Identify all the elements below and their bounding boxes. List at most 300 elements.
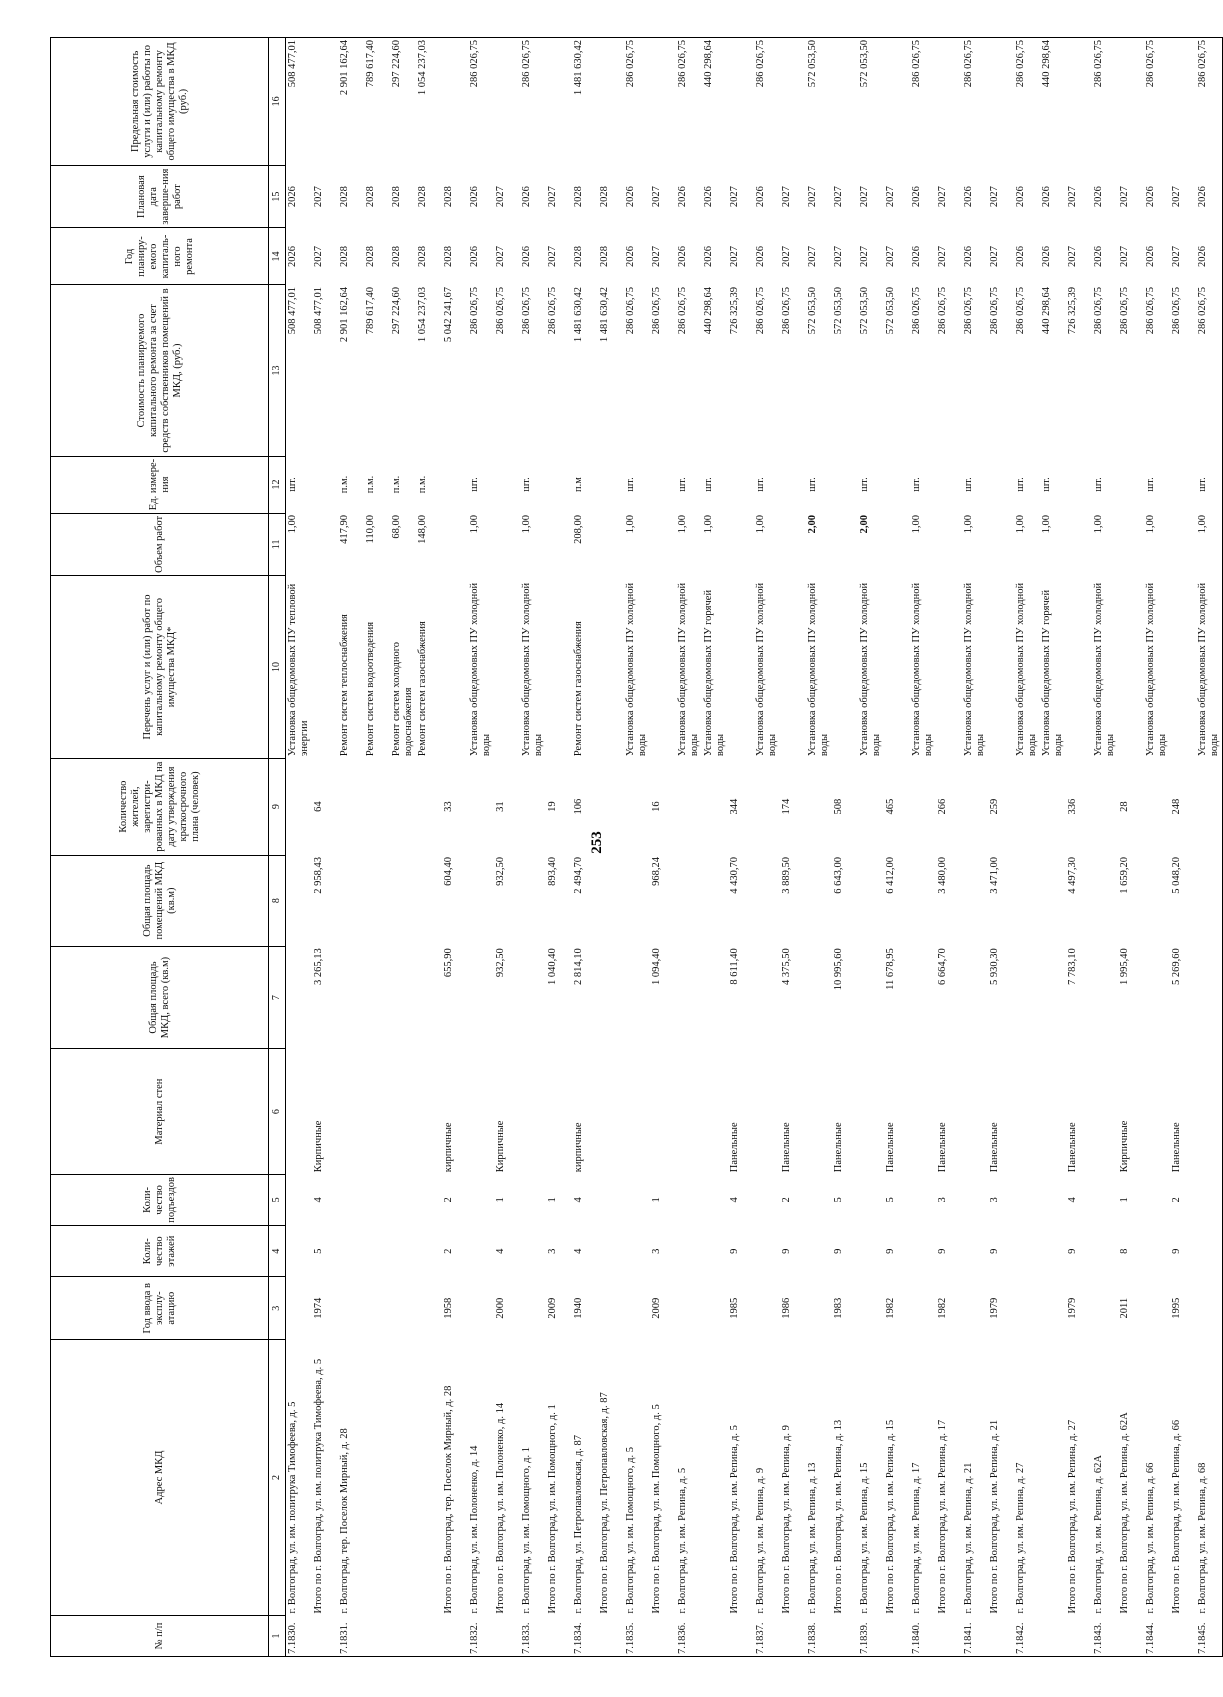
table-cell-col-5 bbox=[1144, 1174, 1170, 1225]
table-cell-col-10: Установка общедомовых ПУ холодной воды bbox=[1093, 582, 1116, 757]
table-cell-col-7: 11 678,95 bbox=[885, 948, 896, 990]
column-number-10: 10 bbox=[269, 576, 286, 758]
table-cell-col-8 bbox=[962, 855, 988, 946]
table-cell-col-15: 2028 bbox=[391, 186, 402, 208]
table-cell-col-6 bbox=[1040, 1049, 1066, 1174]
table-cell-col-2 bbox=[390, 1340, 416, 1616]
table-cell-col-9 bbox=[962, 758, 988, 855]
table-cell-col-8 bbox=[754, 855, 780, 946]
column-header-9: Количество жителей, зарегистри-рованных в МКД на дату утверждения краткосрочного плана (человек) bbox=[51, 758, 269, 855]
table-cell-col-12: шт. bbox=[1145, 477, 1156, 492]
table-cell-col-8: 4 497,30 bbox=[1067, 857, 1078, 894]
table-cell-col-3 bbox=[520, 1277, 546, 1340]
table-cell-col-3 bbox=[702, 1277, 728, 1340]
table-cell-col-16: 572 053,50 bbox=[858, 38, 884, 166]
table-cell-col-12: шт. bbox=[469, 477, 480, 492]
table-cell-col-8: 604,40 bbox=[443, 857, 454, 886]
table-cell-col-3 bbox=[286, 1277, 313, 1340]
table-cell-col-4 bbox=[364, 1226, 390, 1277]
table-cell-col-6: Панельные bbox=[1067, 1122, 1078, 1173]
table-cell-col-12 bbox=[1066, 456, 1092, 513]
table-row bbox=[962, 38, 988, 1657]
table-cell-col-1 bbox=[832, 1615, 858, 1656]
table-cell-col-11 bbox=[1170, 513, 1196, 576]
table-cell-col-6 bbox=[702, 1049, 728, 1174]
table-cell-col-3: 1985 bbox=[729, 1297, 740, 1319]
table-cell-col-5: 2 bbox=[1171, 1197, 1182, 1203]
table-cell-col-1: 7.1841. bbox=[962, 1615, 988, 1656]
table-cell-col-7 bbox=[468, 946, 494, 1049]
table-cell-col-13: 1 481 630,42 bbox=[599, 287, 610, 343]
table-cell-col-5: 5 bbox=[833, 1197, 844, 1203]
table-cell-col-5 bbox=[910, 1174, 936, 1225]
table-cell-col-4 bbox=[468, 1226, 494, 1277]
table-cell-col-11 bbox=[832, 513, 858, 576]
table-cell-col-3: 1995 bbox=[1171, 1297, 1182, 1319]
table-cell-col-5: 4 bbox=[573, 1197, 584, 1203]
table-cell-col-2: г. Волгоград, ул. им. Помощного, д. 1 bbox=[521, 1446, 532, 1614]
table-cell-col-14: 2027 bbox=[989, 246, 1000, 267]
table-cell-col-3 bbox=[676, 1277, 702, 1340]
table-cell-col-15: 2028 bbox=[573, 186, 584, 208]
table-cell-col-8 bbox=[1040, 855, 1066, 946]
table-cell-col-16: 286 026,75 bbox=[1196, 38, 1223, 166]
table-cell-col-11: 2,00 bbox=[807, 515, 818, 534]
table-row bbox=[1144, 38, 1170, 1657]
table-cell-col-9 bbox=[390, 758, 416, 855]
table-cell-col-16: 572 053,50 bbox=[806, 38, 832, 166]
table-cell-col-10 bbox=[1118, 576, 1144, 758]
table-cell-col-7 bbox=[702, 946, 728, 1049]
table-cell-col-5: 2 bbox=[443, 1197, 454, 1203]
table-cell-col-1: 7.1836. bbox=[676, 1615, 702, 1656]
table-cell-col-15: 2027 bbox=[495, 186, 506, 208]
table-cell-col-16: 2 901 162,64 bbox=[338, 38, 364, 166]
table-cell-col-14: 2026 bbox=[1196, 228, 1223, 285]
table-cell-col-4: 9 bbox=[885, 1248, 896, 1254]
table-cell-col-16 bbox=[494, 38, 520, 166]
table-cell-col-16: 286 026,75 bbox=[1144, 38, 1170, 166]
table-cell-col-12: шт. bbox=[1015, 477, 1026, 492]
table-cell-col-2: г. Волгоград, ул. им. Репина, д. 66 bbox=[1145, 1462, 1156, 1614]
table-cell-col-1 bbox=[728, 1615, 754, 1656]
table-cell-col-16 bbox=[780, 38, 806, 166]
table-cell-col-3: 2000 bbox=[495, 1297, 506, 1319]
table-cell-col-6 bbox=[676, 1049, 702, 1174]
table-cell-col-14: 2028 bbox=[443, 246, 454, 267]
table-cell-col-10: Установка общедомовых ПУ горячей воды bbox=[703, 589, 726, 757]
column-header-6: Материал стен bbox=[51, 1049, 269, 1174]
table-cell-col-2: г. Волгоград, ул. им. политрука Тимофеева, д. 5 bbox=[287, 1401, 298, 1614]
table-cell-col-1 bbox=[364, 1615, 390, 1656]
table-cell-col-12 bbox=[312, 456, 338, 513]
column-number-16: 16 bbox=[269, 38, 286, 166]
table-cell-col-2: Итого по г. Волгоград, ул. Петропавловская, д. 87 bbox=[599, 1392, 610, 1614]
table-cell-col-3: 1979 bbox=[989, 1297, 1000, 1319]
table-cell-col-16: 440 298,64 bbox=[702, 38, 728, 166]
table-cell-col-6: кирпичные bbox=[443, 1122, 454, 1173]
table-cell-col-3 bbox=[1040, 1277, 1066, 1340]
table-row bbox=[1196, 38, 1223, 1657]
table-cell-col-12: шт. bbox=[521, 477, 532, 492]
table-cell-col-3: 1982 bbox=[937, 1297, 948, 1319]
table-cell-col-14: 2027 bbox=[833, 246, 844, 267]
table-cell-col-11: 1,00 bbox=[911, 515, 922, 534]
table-cell-col-5: 1 bbox=[651, 1197, 662, 1203]
table-cell-col-4: 9 bbox=[1067, 1248, 1078, 1254]
table-cell-col-10 bbox=[832, 576, 858, 758]
table-cell-col-1 bbox=[416, 1615, 442, 1656]
table-cell-col-11: 1,00 bbox=[755, 515, 766, 534]
table-cell-col-15: 2026 bbox=[1093, 186, 1104, 208]
table-cell-col-10: Установка общедомовых ПУ холодной воды bbox=[677, 582, 700, 757]
table-cell-col-14: 2026 bbox=[521, 246, 532, 267]
table-cell-col-5 bbox=[520, 1174, 546, 1225]
table-cell-col-5 bbox=[702, 1174, 728, 1225]
table-cell-col-12: шт. bbox=[625, 477, 636, 492]
table-cell-col-1 bbox=[390, 1615, 416, 1656]
table-cell-col-8 bbox=[390, 855, 416, 946]
table-cell-col-6 bbox=[624, 1049, 650, 1174]
table-cell-col-11: 1,00 bbox=[625, 515, 636, 534]
table-cell-col-13: 286 026,75 bbox=[1119, 287, 1130, 335]
table-cell-col-7: 10 995,60 bbox=[833, 948, 844, 991]
table-cell-col-9: 266 bbox=[937, 798, 948, 815]
table-cell-col-9: 174 bbox=[781, 798, 792, 815]
table-cell-col-12 bbox=[650, 456, 676, 513]
table-cell-col-2: Итого по г. Волгоград, ул. им. Репина, д. 13 bbox=[833, 1419, 844, 1614]
table-cell-col-8: 3 471,00 bbox=[989, 857, 1000, 894]
table-cell-col-2: г. Волгоград, ул. им. Репина, д. 68 bbox=[1196, 1340, 1223, 1616]
table-cell-col-12 bbox=[884, 456, 910, 513]
table-cell-col-8 bbox=[520, 855, 546, 946]
table-cell-col-13: 5 042 241,67 bbox=[443, 287, 454, 343]
table-cell-col-10: Установка общедомовых ПУ тепловой энергии bbox=[287, 583, 310, 757]
table-cell-col-3: 2011 bbox=[1119, 1297, 1130, 1319]
table-cell-col-1: 7.1835. bbox=[624, 1615, 650, 1656]
table-cell-col-10: Установка общедомовых ПУ холодной воды bbox=[859, 582, 882, 757]
table-cell-col-5 bbox=[416, 1174, 442, 1225]
table-cell-col-12: п.м. bbox=[391, 475, 402, 494]
table-cell-col-6: Панельные bbox=[885, 1122, 896, 1173]
table-cell-col-8 bbox=[1196, 855, 1223, 946]
table-cell-col-15: 2026 bbox=[677, 186, 688, 208]
table-cell-col-15: 2026 bbox=[1196, 165, 1223, 228]
table-cell-col-16: 286 026,75 bbox=[520, 38, 546, 166]
table-cell-col-11 bbox=[936, 513, 962, 576]
table-cell-col-2: г. Волгоград, тер. Поселок Мирный, д. 28 bbox=[339, 1428, 350, 1614]
table-cell-col-6 bbox=[416, 1049, 442, 1174]
table-cell-col-16: 297 224,60 bbox=[390, 38, 416, 166]
table-cell-col-5 bbox=[468, 1174, 494, 1225]
table-cell-col-1 bbox=[546, 1615, 572, 1656]
table-cell-col-16: 286 026,75 bbox=[676, 38, 702, 166]
table-cell-col-6 bbox=[338, 1049, 364, 1174]
table-cell-col-4 bbox=[1144, 1226, 1170, 1277]
table-cell-col-1: 7.1834. bbox=[572, 1615, 598, 1656]
table-cell-col-6 bbox=[390, 1049, 416, 1174]
table-cell-col-4: 9 bbox=[781, 1248, 792, 1254]
table-cell-col-7: 1 094,40 bbox=[651, 948, 662, 985]
table-cell-col-15: 2026 bbox=[703, 186, 714, 208]
table-cell-col-4 bbox=[806, 1226, 832, 1277]
column-number-3: 3 bbox=[269, 1277, 286, 1340]
table-cell-col-16 bbox=[936, 38, 962, 166]
table-cell-col-15: 2026 bbox=[287, 186, 298, 208]
table-cell-col-11: 1,00 bbox=[703, 515, 714, 534]
column-number-7: 7 bbox=[269, 946, 286, 1049]
table-cell-col-5 bbox=[1196, 1174, 1223, 1225]
table-cell-col-2: г. Волгоград, ул. им. Помощного, д. 5 bbox=[625, 1446, 636, 1614]
column-number-14: 14 bbox=[269, 228, 286, 285]
table-cell-col-6: кирпичные bbox=[573, 1122, 584, 1173]
table-cell-col-15: 2028 bbox=[599, 186, 610, 208]
table-cell-col-15: 2028 bbox=[443, 186, 454, 208]
table-cell-col-6 bbox=[364, 1049, 390, 1174]
table-cell-col-4 bbox=[1092, 1226, 1118, 1277]
table-cell-col-5: 3 bbox=[989, 1197, 1000, 1203]
table-cell-col-11: 2,00 bbox=[859, 515, 870, 534]
table-cell-col-4 bbox=[1040, 1226, 1066, 1277]
table-cell-col-7 bbox=[1092, 946, 1118, 1049]
table-cell-col-7: 932,50 bbox=[495, 948, 506, 978]
table-cell-col-2: г. Волгоград, ул. им. Репина, д. 5 bbox=[677, 1467, 688, 1614]
table-cell-col-1 bbox=[494, 1615, 520, 1656]
table-cell-col-7 bbox=[1144, 946, 1170, 1049]
table-cell-col-11: 417,90 bbox=[339, 515, 350, 544]
table-cell-col-9: 31 bbox=[495, 801, 506, 812]
table-row bbox=[468, 38, 494, 1657]
table-cell-col-7 bbox=[858, 946, 884, 1049]
table-cell-col-11 bbox=[728, 513, 754, 576]
page-number: 253 bbox=[588, 831, 605, 854]
table-cell-col-7: 5 930,30 bbox=[989, 948, 1000, 985]
table-cell-col-8 bbox=[702, 855, 728, 946]
table-cell-col-10: Ремонт систем газоснабжения bbox=[417, 621, 428, 757]
table-cell-col-7: 1 995,40 bbox=[1119, 948, 1130, 985]
table-cell-col-16 bbox=[598, 38, 624, 166]
table-cell-col-6 bbox=[910, 1049, 936, 1174]
table-row bbox=[910, 38, 936, 1657]
table-cell-col-15: 2026 bbox=[1015, 186, 1026, 208]
table-cell-col-6 bbox=[1014, 1049, 1040, 1174]
table-cell-col-10: Установка общедомовых ПУ холодной воды bbox=[521, 582, 544, 757]
table-cell-col-9 bbox=[1092, 758, 1118, 855]
table-cell-col-4 bbox=[1014, 1226, 1040, 1277]
table-cell-col-10 bbox=[936, 576, 962, 758]
table-cell-col-2: г. Волгоград, ул. им. Репина, д. 13 bbox=[807, 1462, 818, 1614]
table-cell-col-8 bbox=[286, 855, 313, 946]
table-cell-col-2: Итого по г. Волгоград, ул. им. Репина, д. 5 bbox=[729, 1425, 740, 1614]
table-cell-col-8 bbox=[468, 855, 494, 946]
table-cell-col-13: 2 901 162,64 bbox=[339, 287, 350, 343]
table-cell-col-6 bbox=[806, 1049, 832, 1174]
table-cell-col-3 bbox=[390, 1277, 416, 1340]
table-cell-col-12: шт. bbox=[1093, 477, 1104, 492]
table-cell-col-7 bbox=[286, 946, 313, 1049]
table-cell-col-13: 286 026,75 bbox=[911, 287, 922, 335]
table-cell-col-4: 9 bbox=[833, 1248, 844, 1254]
table-cell-col-9 bbox=[1144, 758, 1170, 855]
table-cell-col-3 bbox=[1014, 1277, 1040, 1340]
table-cell-col-13: 572 053,50 bbox=[833, 287, 844, 335]
table-cell-col-10: Установка общедомовых ПУ холодной воды bbox=[1196, 576, 1223, 758]
table-cell-col-12 bbox=[1170, 456, 1196, 513]
table-cell-col-2 bbox=[702, 1340, 728, 1616]
table-row bbox=[702, 38, 728, 1657]
table-cell-col-2: г. Волгоград, ул. им. Репина, д. 9 bbox=[755, 1467, 766, 1614]
table-cell-col-14: 2027 bbox=[859, 246, 870, 267]
table-cell-col-2: г. Волгоград, ул. им. Репина, д. 27 bbox=[1015, 1462, 1026, 1614]
table-cell-col-4 bbox=[286, 1226, 313, 1277]
table-cell-col-2 bbox=[364, 1340, 390, 1616]
table-cell-col-6: Панельные bbox=[833, 1122, 844, 1173]
table-cell-col-7 bbox=[598, 946, 624, 1049]
table-cell-col-3 bbox=[858, 1277, 884, 1340]
table-cell-col-7: 2 814,10 bbox=[573, 948, 584, 985]
table-cell-col-15: 2028 bbox=[365, 186, 376, 208]
table-cell-col-12: п.м. bbox=[417, 475, 428, 494]
table-cell-col-14: 2027 bbox=[885, 246, 896, 267]
table-cell-col-11: 1,00 bbox=[469, 515, 480, 534]
table-cell-col-15: 2028 bbox=[417, 186, 428, 208]
table-cell-col-15: 2026 bbox=[1041, 186, 1052, 208]
table-cell-col-6 bbox=[1196, 1049, 1223, 1174]
table-row bbox=[416, 38, 442, 1657]
table-cell-col-2: г. Волгоград, ул. Петропавловская, д. 87 bbox=[573, 1434, 584, 1614]
table-cell-col-1: 7.1843. bbox=[1092, 1615, 1118, 1656]
column-header-8: Общая площадь помещений МКД (кв.м) bbox=[51, 855, 269, 946]
table-cell-col-8 bbox=[598, 855, 624, 946]
column-header-2: Адрес МКД bbox=[51, 1340, 269, 1616]
table-cell-col-4 bbox=[338, 1226, 364, 1277]
table-cell-col-11: 68,00 bbox=[391, 515, 402, 539]
table-row bbox=[338, 38, 364, 1657]
table-cell-col-5: 1 bbox=[1119, 1197, 1130, 1203]
table-cell-col-7: 3 265,13 bbox=[313, 948, 324, 985]
table-cell-col-13: 572 053,50 bbox=[859, 287, 870, 335]
column-header-12: Ед. измере-ния bbox=[51, 456, 269, 513]
table-cell-col-7 bbox=[806, 946, 832, 1049]
table-cell-col-4 bbox=[910, 1226, 936, 1277]
table-cell-col-15: 2026 bbox=[911, 186, 922, 208]
table-cell-col-4 bbox=[390, 1226, 416, 1277]
table-cell-col-11: 1,00 bbox=[677, 515, 688, 534]
table-cell-col-7 bbox=[520, 946, 546, 1049]
table-cell-col-15: 2027 bbox=[885, 186, 896, 208]
table-cell-col-16 bbox=[988, 38, 1014, 166]
table-cell-col-15: 2027 bbox=[1119, 186, 1130, 208]
table-cell-col-15: 2027 bbox=[781, 186, 792, 208]
table-cell-col-8 bbox=[624, 855, 650, 946]
table-cell-col-13: 286 026,75 bbox=[625, 287, 636, 335]
table-row bbox=[520, 38, 546, 1657]
table-cell-col-8 bbox=[1144, 855, 1170, 946]
table-cell-col-3 bbox=[598, 1277, 624, 1340]
table-cell-col-13: 789 617,40 bbox=[365, 287, 376, 335]
table-cell-col-14: 2028 bbox=[365, 246, 376, 267]
table-cell-col-2: Итого по г. Волгоград, тер. Поселок Мирный, д. 28 bbox=[443, 1385, 454, 1614]
table-cell-col-9: 33 bbox=[443, 801, 454, 812]
table-cell-col-10: Установка общедомовых ПУ холодной воды bbox=[1145, 582, 1168, 757]
table-row bbox=[884, 38, 910, 1657]
table-cell-col-16 bbox=[312, 38, 338, 166]
table-cell-col-7 bbox=[910, 946, 936, 1049]
table-cell-col-3 bbox=[962, 1277, 988, 1340]
table-cell-col-15: 2026 bbox=[963, 186, 974, 208]
table-cell-col-9: 248 bbox=[1171, 798, 1182, 815]
column-number-12: 12 bbox=[269, 456, 286, 513]
table-cell-col-11 bbox=[1118, 513, 1144, 576]
table-row bbox=[780, 38, 806, 1657]
table-cell-col-9 bbox=[416, 758, 442, 855]
table-cell-col-7 bbox=[364, 946, 390, 1049]
column-number-6: 6 bbox=[269, 1049, 286, 1174]
table-cell-col-13: 286 026,75 bbox=[1145, 287, 1156, 335]
table-cell-col-5: 5 bbox=[885, 1197, 896, 1203]
table-cell-col-9 bbox=[520, 758, 546, 855]
table-cell-col-8 bbox=[416, 855, 442, 946]
table-cell-col-1 bbox=[598, 1615, 624, 1656]
table-cell-col-2: Итого по г. Волгоград, ул. им. Репина, д. 21 bbox=[989, 1419, 1000, 1614]
table-cell-col-3: 1986 bbox=[781, 1297, 792, 1319]
table-cell-col-10 bbox=[442, 576, 468, 758]
table-cell-col-12: шт. bbox=[911, 477, 922, 492]
table-cell-col-1 bbox=[702, 1615, 728, 1656]
table-cell-col-1 bbox=[1066, 1615, 1092, 1656]
table-cell-col-16: 1 054 237,03 bbox=[416, 38, 442, 166]
table-cell-col-9: 508 bbox=[833, 798, 844, 815]
table-cell-col-15: 2026 bbox=[521, 186, 532, 208]
table-cell-col-10: Установка общедомовых ПУ холодной воды bbox=[755, 582, 778, 757]
table-cell-col-1: 7.1833. bbox=[520, 1615, 546, 1656]
table-cell-col-2: Итого по г. Волгоград, ул. им. политрука Тимофеева, д. 5 bbox=[313, 1358, 324, 1614]
table-cell-col-4 bbox=[416, 1226, 442, 1277]
table-cell-col-16 bbox=[1170, 38, 1196, 166]
table-cell-col-1: 7.1845. bbox=[1196, 1615, 1223, 1656]
table-row bbox=[390, 38, 416, 1657]
table-cell-col-5: 4 bbox=[1067, 1197, 1078, 1203]
table-cell-col-2: г. Волгоград, ул. им. Репина, д. 62А bbox=[1093, 1455, 1104, 1614]
table-cell-col-14: 2027 bbox=[651, 246, 662, 267]
table-cell-col-1: 7.1844. bbox=[1144, 1615, 1170, 1656]
table-cell-col-8: 893,40 bbox=[547, 857, 558, 886]
table-cell-col-13: 286 026,75 bbox=[989, 287, 1000, 335]
table-cell-col-6 bbox=[286, 1049, 313, 1174]
table-cell-col-10: Установка общедомовых ПУ холодной воды bbox=[469, 582, 492, 757]
table-cell-col-2: Итого по г. Волгоград, ул. им. Репина, д. 15 bbox=[885, 1419, 896, 1614]
table-cell-col-1: 7.1839. bbox=[858, 1615, 884, 1656]
table-cell-col-8: 2 958,43 bbox=[313, 857, 324, 894]
table-cell-col-13: 297 224,60 bbox=[391, 287, 402, 335]
table-cell-col-11: 1,00 bbox=[1015, 515, 1026, 534]
table-cell-col-7: 1 040,40 bbox=[547, 948, 558, 985]
table-cell-col-8: 3 889,50 bbox=[781, 857, 792, 894]
table-cell-col-3: 1983 bbox=[833, 1297, 844, 1319]
table-cell-col-16: 286 026,75 bbox=[1014, 38, 1040, 166]
table-cell-col-7: 5 269,60 bbox=[1171, 948, 1182, 985]
table-cell-col-10 bbox=[598, 576, 624, 758]
table-cell-col-6: Панельные bbox=[937, 1122, 948, 1173]
table-cell-col-1: 7.1842. bbox=[1014, 1615, 1040, 1656]
table-cell-col-10: Установка общедомовых ПУ горячей воды bbox=[1041, 589, 1064, 757]
table-cell-col-7: 8 611,40 bbox=[729, 948, 740, 985]
table-row bbox=[832, 38, 858, 1657]
column-number-15: 15 bbox=[269, 165, 286, 228]
table-cell-col-2 bbox=[416, 1340, 442, 1616]
table-cell-col-5 bbox=[806, 1174, 832, 1225]
table-cell-col-9: 28 bbox=[1119, 801, 1130, 812]
